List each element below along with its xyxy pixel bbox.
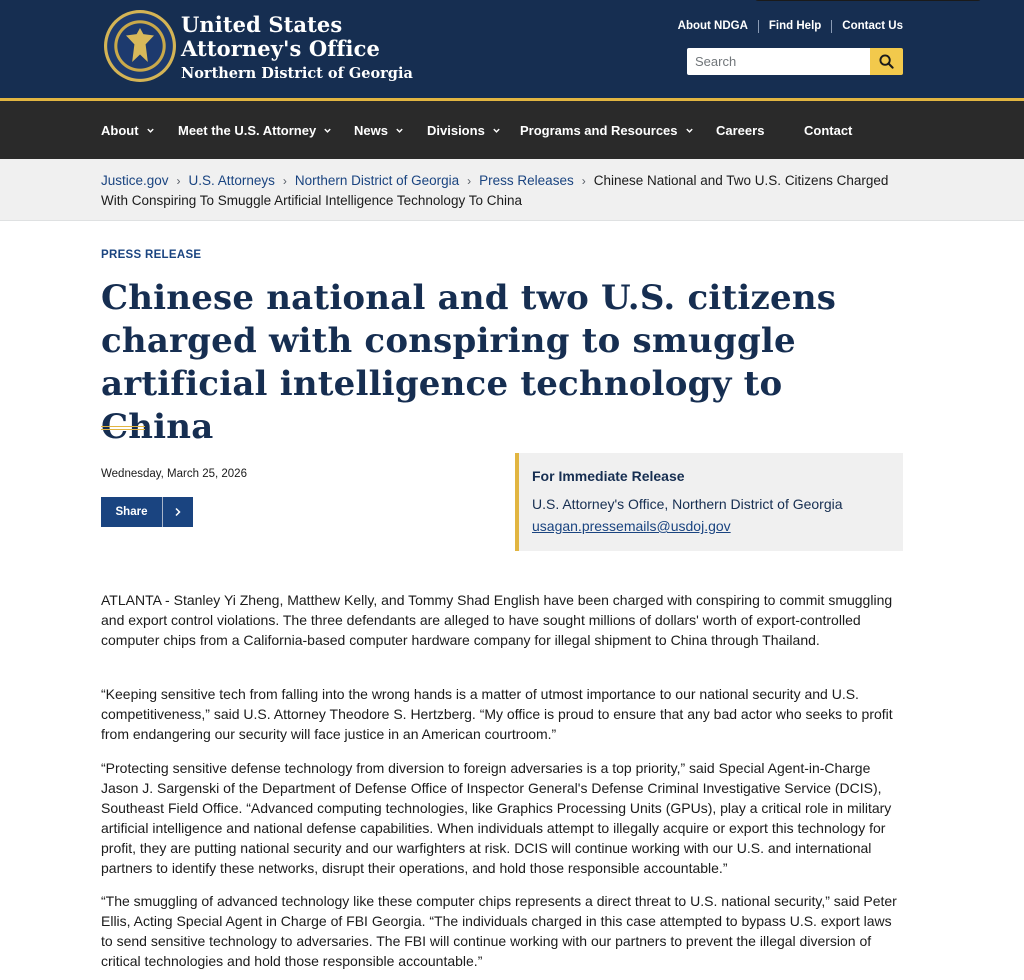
chevron-down-icon [323, 126, 332, 135]
breadcrumb [101, 171, 901, 211]
breadcrumb-link-us-attorneys[interactable]: U.S. Attorneys [188, 173, 275, 188]
site-header [0, 0, 1024, 98]
release-info-box [515, 453, 903, 551]
agency-line-1: United States [181, 12, 343, 37]
article-paragraph: ATLANTA - Stanley Yi Zheng, Matthew Kelly, and Tommy Shad English have been charged with conspiring to commit smuggling and export control violations. The three defendants are alleged to have sought millions of dollars' worth of export-controlled computer chips from a California-based computer hardware company for illegal shipment to China through Thailand. [101, 592, 893, 648]
nav-label: About [101, 122, 139, 138]
search-icon [879, 54, 894, 69]
chevron-down-icon [685, 126, 694, 135]
nav-item-contact[interactable] [804, 101, 852, 159]
breadcrumb-current: Chinese National and Two U.S. Citizens Charged With Conspiring To Smuggle Artificial Intelligence Technology To China [101, 173, 889, 208]
nav-label: Contact [804, 122, 853, 138]
eagle-icon [126, 28, 154, 62]
util-link-find-help[interactable]: Find Help [768, 20, 822, 32]
nav-label: Meet the U.S. Attorney [178, 122, 317, 138]
nav-label: Careers [716, 122, 765, 138]
share-label: Share [115, 506, 148, 518]
search-form [687, 48, 903, 75]
util-link-contact-us[interactable]: Contact Us [842, 20, 903, 32]
breadcrumb-link-justice-gov[interactable]: Justice.gov [101, 173, 169, 188]
top-tab-shadow [755, 0, 981, 1]
nav-item-careers[interactable] [716, 101, 764, 159]
publish-date: Wednesday, March 25, 2026 [101, 468, 247, 480]
share-button[interactable] [101, 497, 193, 527]
search-button[interactable] [870, 48, 903, 75]
nav-item-news[interactable] [354, 101, 404, 159]
nav-label: News [354, 122, 388, 138]
chevron-right-icon: › [176, 174, 181, 188]
page-title: Chinese national and two U.S. citizens charged with conspiring to smuggle artificial intelligence technology to China [101, 278, 837, 447]
article-paragraph: “Protecting sensitive defense technology from diversion to foreign adversaries is a top priority,” said Special Agent-in-Charge Jason J. Sargenski of the Department of Defense Office of Inspector General's Defense Criminal Investigative Service (DCIS), Southeast Field Office. “Advanced computing technologies, like Graphics Processing Units (GPUs), play a critical role in military artificial intelligence and national defense capabilities. When individuals attempt to illegally acquire or export this technology for profit, they are putting national security and our warfighters at risk. DCIS will continue working with our U.S. and international partners to identify these networks, disrupt their operations, and hold those responsible accountable.” [101, 760, 892, 876]
breadcrumb-link-press-releases[interactable]: Press Releases [479, 173, 574, 188]
nav-label: Divisions [427, 122, 485, 138]
main-nav [0, 101, 1024, 159]
breadcrumb-link-northern-district-of-georgia[interactable]: Northern District of Georgia [294, 173, 460, 188]
chevron-down-icon [395, 126, 404, 135]
nav-item-meet-the-us-attorney[interactable] [178, 101, 332, 159]
article-eyebrow: PRESS RELEASE [101, 249, 202, 261]
nav-item-about[interactable] [101, 101, 155, 159]
agency-line-2: Attorney's Office [181, 36, 380, 61]
chevron-down-icon [146, 126, 155, 135]
site-title[interactable] [181, 13, 413, 85]
release-box-title: For Immediate Release [532, 468, 685, 484]
chevron-right-icon: › [581, 174, 586, 188]
chevron-right-icon [163, 507, 193, 517]
chevron-right-icon: › [282, 174, 287, 188]
article-paragraph: “The smuggling of advanced technology like these computer chips represents a direct threat to U.S. national security,” said Peter Ellis, Acting Special Agent in Charge of FBI Georgia. “The individuals charged in this case attempted to bypass U.S. export laws to send sensitive technology to adversaries. The FBI will continue working with our partners to prevent the illegal diversion of critical technologies and hold those responsible accountable.” [101, 893, 897, 969]
chevron-right-icon: › [467, 174, 472, 188]
util-link-about-ndga[interactable]: About NDGA [677, 20, 748, 32]
breadcrumb-bar [0, 159, 1024, 221]
nav-item-programs-and-resources[interactable] [520, 101, 694, 159]
utility-links [668, 19, 903, 33]
release-box-office: U.S. Attorney's Office, Northern District of Georgia [532, 496, 843, 512]
press-email-link[interactable]: usagan.pressemails@usdoj.gov [532, 518, 731, 534]
search-input[interactable] [687, 48, 870, 75]
doj-seal-logo[interactable] [104, 10, 176, 82]
title-underline [101, 426, 145, 430]
article-paragraph: “Keeping sensitive tech from falling into the wrong hands is a matter of utmost importance to our national security and U.S. competitiveness,” said U.S. Attorney Theodore S. Hertzberg. “My office is proud to ensure that any bad actor who seeks to profit from endangering our security will face justice in an American courtroom.” [101, 686, 893, 742]
nav-label: Programs and Resources [520, 122, 678, 138]
agency-line-3: Northern District of Georgia [181, 65, 413, 82]
nav-item-divisions[interactable] [427, 101, 501, 159]
chevron-down-icon [492, 126, 501, 135]
